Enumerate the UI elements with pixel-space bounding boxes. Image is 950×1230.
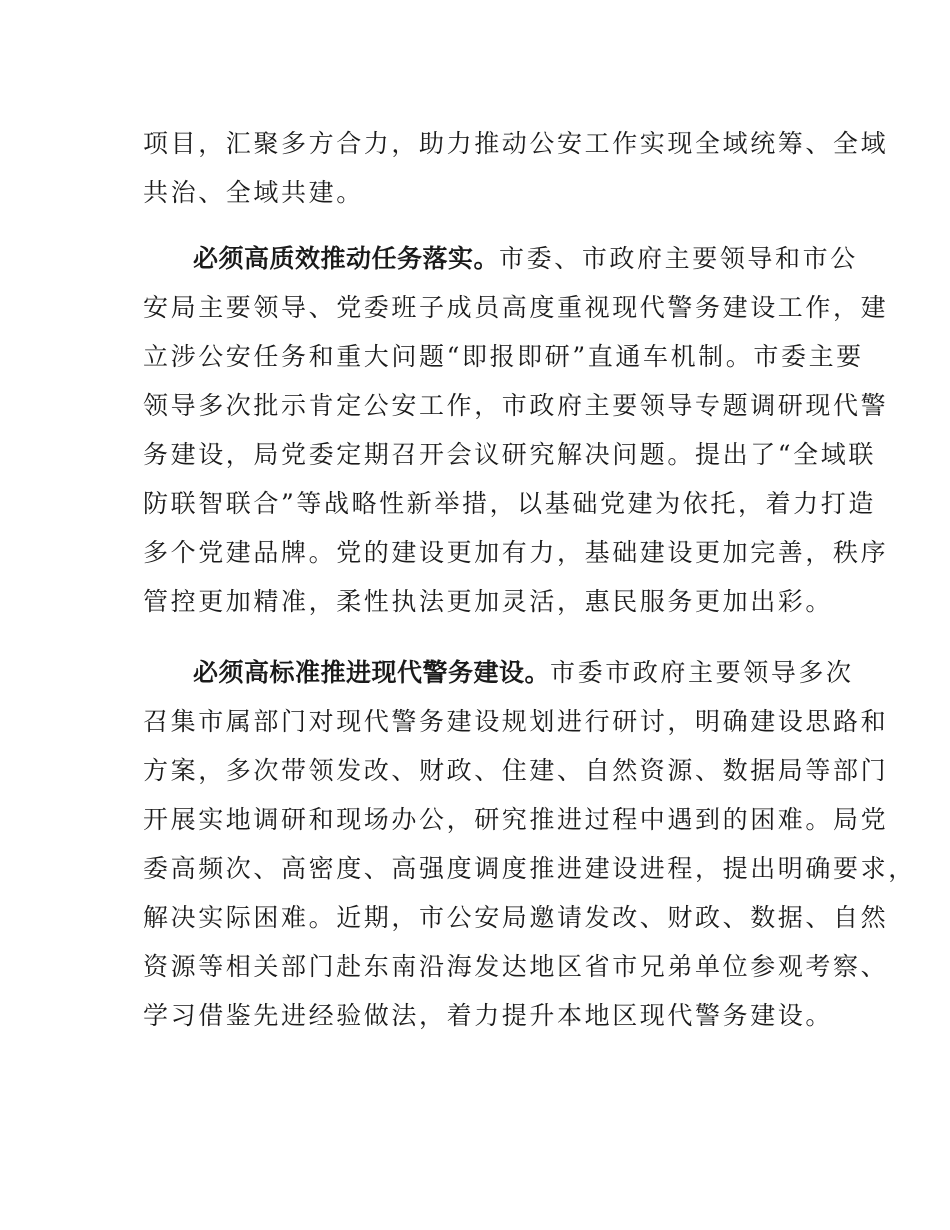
paragraph-text: 市委、市政府主要领导和市公 bbox=[499, 244, 858, 273]
paragraph-line: 防联智联合”等战略性新举措，以基础党建为依托，着力打造 bbox=[143, 489, 876, 518]
paragraph-heading: 必须高标准推进现代警务建设。 bbox=[193, 658, 551, 687]
paragraph-line: 立涉公安任务和重大问题“即报即研”直通车机制。市委主要 bbox=[143, 342, 864, 371]
paragraph-line: 解决实际困难。近期，市公安局邀请发改、财政、数据、自然 bbox=[143, 903, 889, 932]
paragraph-line: 务建设，局党委定期召开会议研究解决问题。提出了“全域联 bbox=[143, 440, 876, 469]
paragraph-first-line bbox=[143, 234, 858, 283]
paragraph-line: 领导多次批示肯定公安工作，市政府主要领导专题调研现代警 bbox=[143, 391, 889, 420]
paragraph-first-line bbox=[143, 648, 854, 697]
paragraph-line: 召集市属部门对现代警务建设规划进行研讨，明确建设思路和 bbox=[143, 707, 889, 736]
paragraph-line: 方案，多次带领发改、财政、住建、自然资源、数据局等部门 bbox=[143, 756, 889, 785]
paragraph-heading: 必须高质效推动任务落实。 bbox=[193, 244, 500, 273]
paragraph-2 bbox=[143, 234, 889, 626]
paragraph-line: 安局主要领导、党委班子成员高度重视现代警务建设工作，建 bbox=[143, 293, 889, 322]
paragraph-line: 资源等相关部门赴东南沿海发达地区省市兄弟单位参观考察、 bbox=[143, 952, 889, 981]
paragraph-1 bbox=[143, 119, 889, 217]
paragraph-line: 项目，汇聚多方合力，助力推动公安工作实现全域统筹、全域 bbox=[143, 129, 889, 158]
paragraph-line: 开展实地调研和现场办公，研究推进过程中遇到的困难。局党 bbox=[143, 805, 889, 834]
paragraph-line: 管控更加精准，柔性执法更加灵活，惠民服务更加出彩。 bbox=[143, 587, 834, 616]
paragraph-line: 学习借鉴先进经验做法，着力提升本地区现代警务建设。 bbox=[143, 1001, 834, 1030]
paragraph-text: 市委市政府主要领导多次 bbox=[550, 658, 854, 687]
paragraph-line: 多个党建品牌。党的建设更加有力，基础建设更加完善，秩序 bbox=[143, 538, 889, 567]
paragraph-line: 共治、全域共建。 bbox=[143, 178, 364, 207]
paragraph-line: 委高频次、高密度、高强度调度推进建设进程，提出明确要求， bbox=[143, 854, 916, 883]
paragraph-3 bbox=[143, 648, 916, 1040]
